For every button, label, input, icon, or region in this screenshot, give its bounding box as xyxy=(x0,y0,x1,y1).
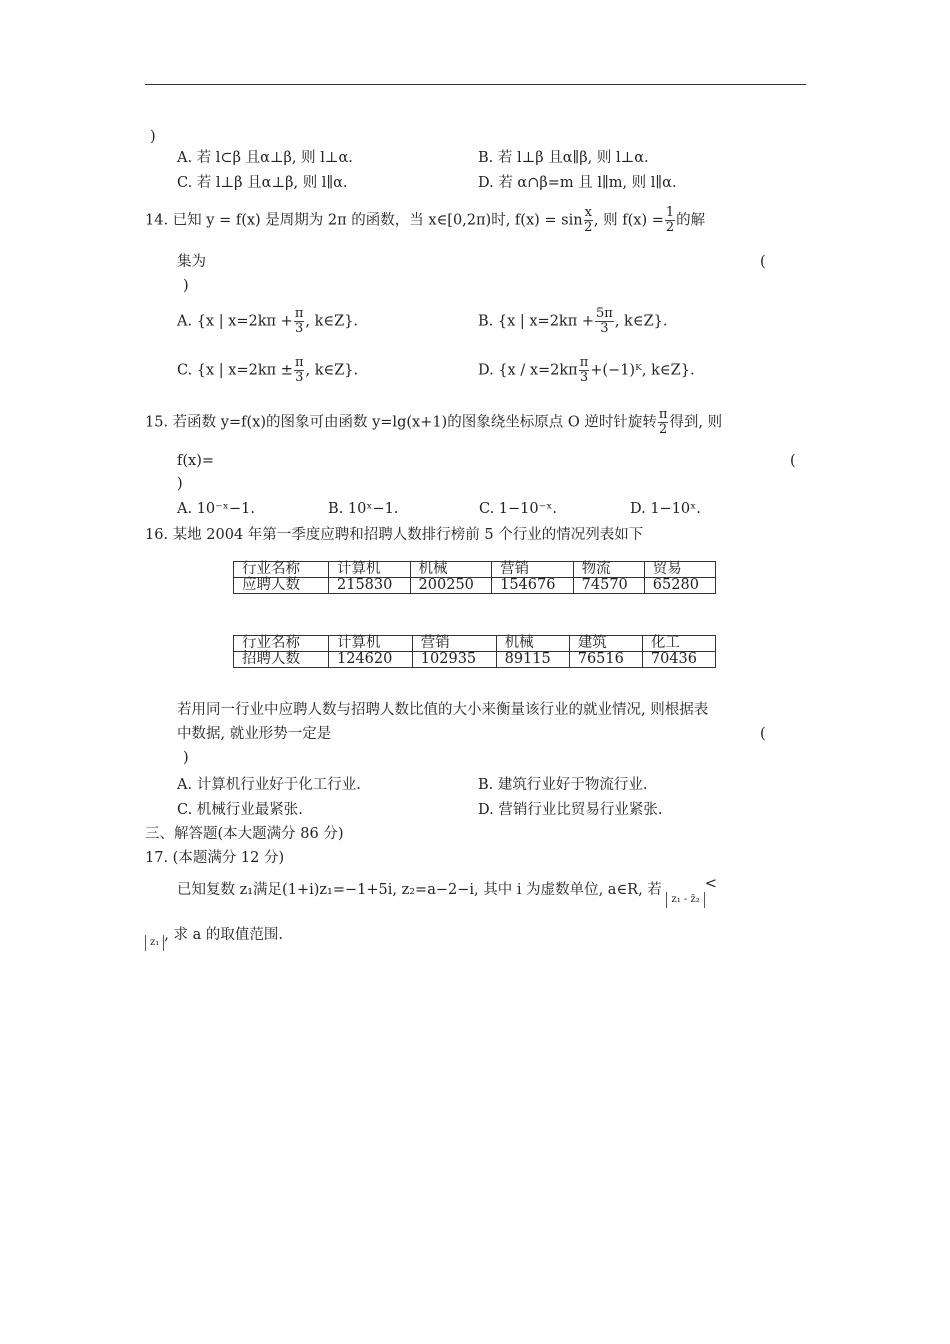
q17-line2: z₁ , 求 a 的取值范围. xyxy=(145,925,283,951)
q13-option-c: C. 若 l⊥β 且α⊥β, 则 l∥α. xyxy=(177,175,348,191)
abs-expression: z₁ - z̄₂ xyxy=(666,892,704,908)
q16-option-c: C. 机械行业最紧张. xyxy=(177,802,303,818)
recruitment-table xyxy=(233,635,716,668)
q16-open-paren: ( xyxy=(760,726,766,742)
q14-close-paren: ) xyxy=(183,278,189,294)
table-row: 应聘人数 215830 200250 154676 74570 65280 xyxy=(234,578,716,594)
table-header-row: 行业名称 计算机 机械 营销 物流 贸易 xyxy=(234,562,716,578)
q14-number: 14. xyxy=(145,212,169,229)
q15-option-b: B. 10ˣ−1. xyxy=(328,501,399,517)
q17-stem: 已知复数 z₁满足(1+i)z₁=−1+5i, z₂=a−2−i, 其中 i 为虚数单位, a∈R, 若 z₁ - z̄₂< xyxy=(177,874,717,908)
q13-close-paren: ) xyxy=(150,129,156,145)
q13-option-b: B. 若 l⊥β 且α∥β, 则 l⊥α. xyxy=(478,150,649,166)
q15-option-c: C. 1−10⁻ˣ. xyxy=(479,501,558,517)
q15-stem: 15. 若函数 y=f(x)的图象可由函数 y=lg(x+1)的图象绕坐标原点 O 逆时针旋转 $\frac{\pi}{2}$ 得到, 则 xyxy=(145,407,723,437)
q17-number: 17. (本题满分 12 分) xyxy=(145,850,285,866)
section-heading: 三、解答题(本大题满分 86 分) xyxy=(145,826,344,842)
applicants-table xyxy=(233,561,716,594)
q16-option-a: A. 计算机行业好于化工行业. xyxy=(177,777,361,793)
q13-option-a: A. 若 l⊂β 且α⊥β, 则 l⊥α. xyxy=(177,150,353,166)
q14-option-d: D. {x / x=2kπ $\frac{\pi}{3}$ +(−1)ᴷ, k∈Z}. xyxy=(478,355,695,385)
q15-close-paren: ) xyxy=(177,476,183,492)
fraction: $\frac{1}{2}$ xyxy=(665,205,675,235)
q13-option-d: D. 若 α∩β=m 且 l∥m, 则 l∥α. xyxy=(478,175,677,191)
q16-para1: 若用同一行业中应聘人数与招聘人数比值的大小来衡量该行业的就业情况, 则根据表 xyxy=(177,702,709,718)
q14-stem: 14. 已知 y = f(x) 是周期为 2π 的函数，当 x∈[0,2π)时, f(x) = sin $\frac{x}{2}$ , 则 f(x) = $\frac{1}{2}$ 的解 xyxy=(145,205,706,235)
q15-line2: f(x)= xyxy=(177,453,215,469)
q14-option-c: C. {x | x=2kπ ± $\frac{\pi}{3}$ , k∈Z}. xyxy=(177,355,359,385)
q16-para2: 中数据, 就业形势一定是 xyxy=(177,726,332,742)
table-row: 招聘人数 124620 102935 89115 76516 70436 xyxy=(234,652,716,668)
q14-option-b: B. {x | x=2kπ + $\frac{5\pi}{3}$ , k∈Z}. xyxy=(478,306,668,336)
fraction: $\frac{x}{2}$ xyxy=(584,205,593,235)
q16-option-b: B. 建筑行业好于物流行业. xyxy=(478,777,648,793)
table-header-row: 行业名称 计算机 营销 机械 建筑 化工 xyxy=(234,636,716,652)
q14-option-a: A. {x | x=2kπ + $\frac{\pi}{3}$ , k∈Z}. xyxy=(177,306,359,336)
q15-option-d: D. 1−10ˣ. xyxy=(630,501,701,517)
abs-z1: z₁ xyxy=(145,935,164,951)
q16-option-d: D. 营销行业比贸易行业紧张. xyxy=(478,802,663,818)
q16-stem: 16. 某地 2004 年第一季度应聘和招聘人数排行榜前 5 个行业的情况列表如下 xyxy=(145,527,644,543)
q15-open-paren: ( xyxy=(790,453,796,469)
header-rule xyxy=(145,84,806,85)
q14-stem-line2: 集为 xyxy=(177,254,206,270)
q16-close-paren: ) xyxy=(183,750,189,766)
q14-open-paren: ( xyxy=(760,254,766,270)
q15-option-a: A. 10⁻ˣ−1. xyxy=(177,501,255,517)
